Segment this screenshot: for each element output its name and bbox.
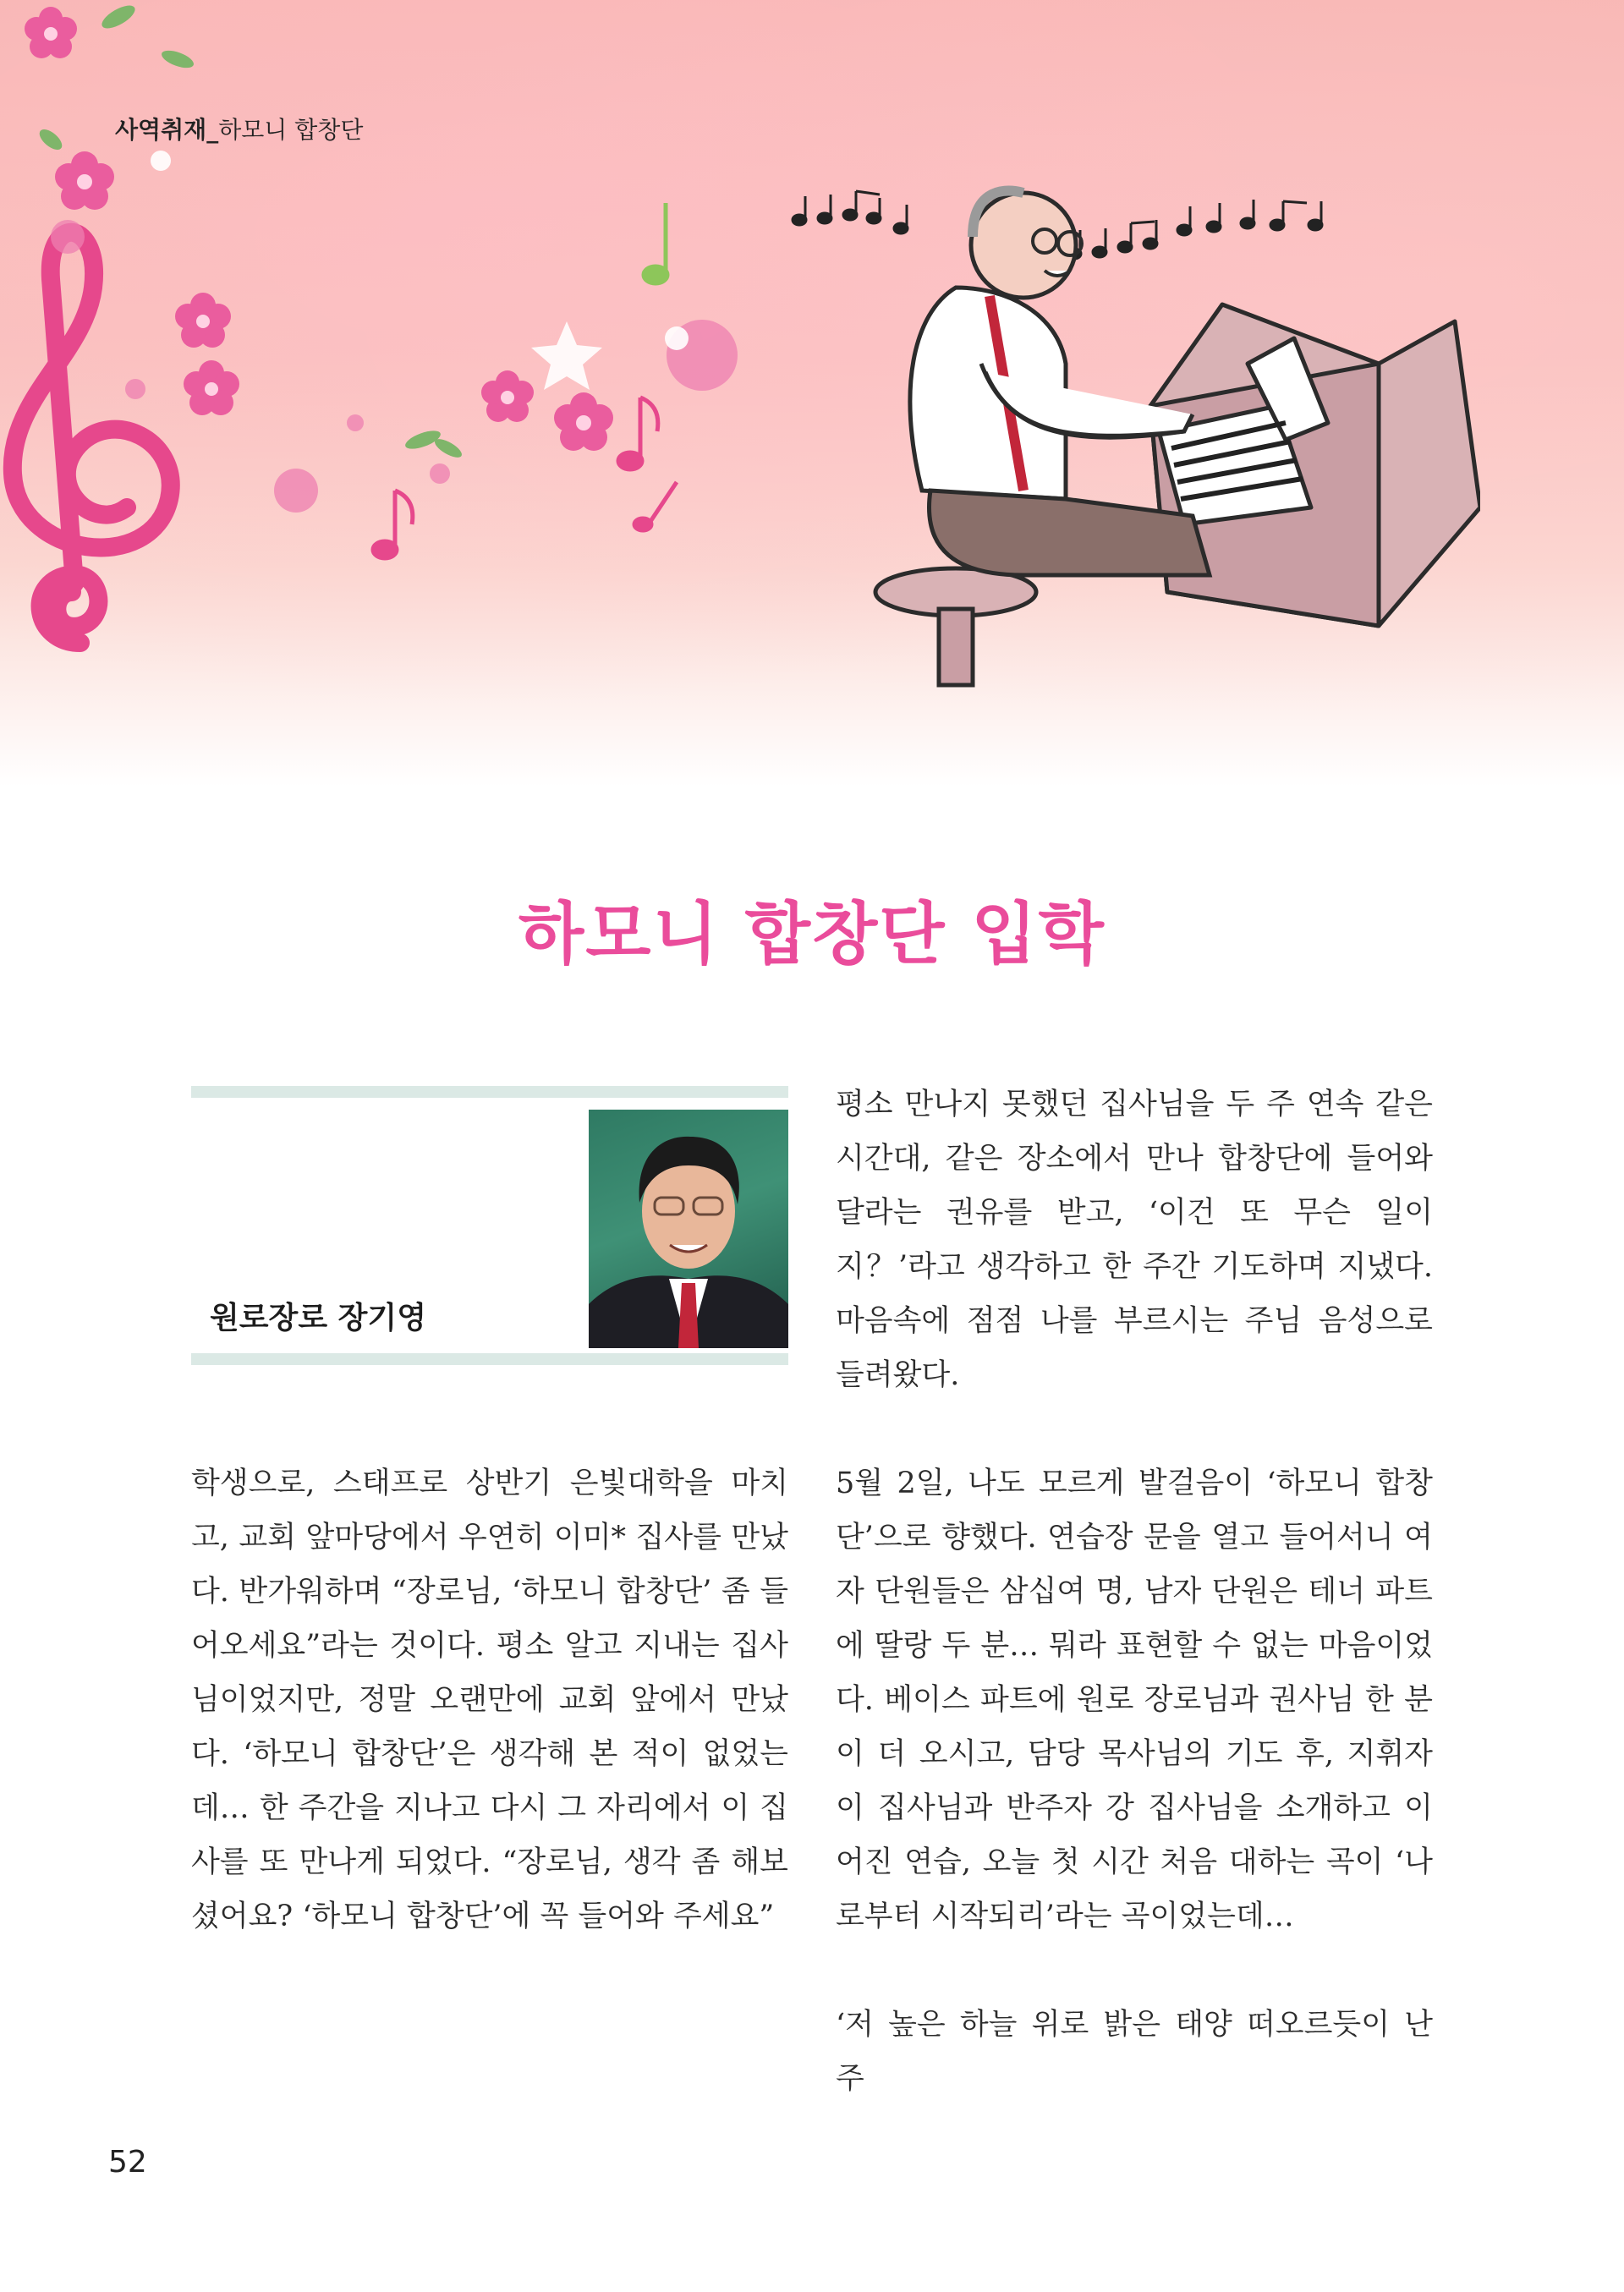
right-paragraph-1: 평소 만나지 못했던 집사님을 두 주 연속 같은 시간대, 같은 장소에서 만나 합창단에 들어와 달라는 권유를 받고, ‘이건 또 무슨 일이지？’라고 생각하고 한 주간 기도하며 지냈다. 마음속에 점점 나를 부르시는 주님 음성으로 들려왔다. [836, 1088, 1433, 1392]
left-column [191, 1456, 788, 1944]
flower-music-illustration [0, 0, 804, 677]
author-photo [589, 1110, 788, 1348]
section-tag-bold: 사역취재_ [115, 116, 219, 144]
music-note-icon [373, 398, 677, 558]
author-box [191, 1086, 788, 1365]
section-tag [115, 112, 363, 145]
left-paragraph-1: 학생으로, 스태프로 상반기 은빛대학을 마치고, 교회 앞마당에서 우연히 이미* 집사를 만났다. 반가워하며 “장로님, ‘하모니 합창단’ 좀 들어오세요”라는 것이다. 평소 알고 지내는 집사님이었지만, 정말 오랜만에 교회 앞에서 만났다. ‘하모니 합창단’은 생각해 본 적이 없었는데… 한 주간을 지나고 다시 그 자리에서 이 집사를 또 만나게 되었다. “장로님, 생각 좀 해보셨어요? ‘하모니 합창단’에 꼭 들어와 주세요” [191, 1467, 788, 1933]
right-column [836, 1077, 1433, 2106]
treble-clef-icon [13, 233, 171, 643]
portrait-image [589, 1110, 788, 1348]
pianist-illustration [787, 152, 1480, 694]
header-banner [0, 0, 1624, 787]
flower-icon [25, 7, 613, 451]
article-title: 하모니 합창단 입학 [518, 894, 1106, 973]
page-number: 52 [108, 2145, 147, 2180]
section-tag-rest: 하모니 합창단 [218, 116, 364, 144]
author-name: 원로장로 장기영 [210, 1301, 426, 1335]
right-paragraph-3: ‘저 높은 하늘 위로 밝은 태양 떠오르듯이 난 주 [836, 2008, 1433, 2096]
right-paragraph-2: 5월 2일, 나도 모르게 발걸음이 ‘하모니 합창단’으로 향했다. 연습장 문을 열고 들어서니 여자 단원들은 삼십여 명, 남자 단원은 테너 파트에 딸랑 두 분… 뭐라 표현할 수 없는 마음이었다. 베이스 파트에 원로 장로님과 권사님 한 분이 더 오시고, 담당 목사님의 기도 후, 지휘자 이 집사님과 반주자 강 집사님을 소개하고 이어진 연습, 오늘 첫 시간 처음 대하는 곡이 ‘나로부터 시작되리’라는 곡이었는데… [836, 1467, 1433, 1933]
